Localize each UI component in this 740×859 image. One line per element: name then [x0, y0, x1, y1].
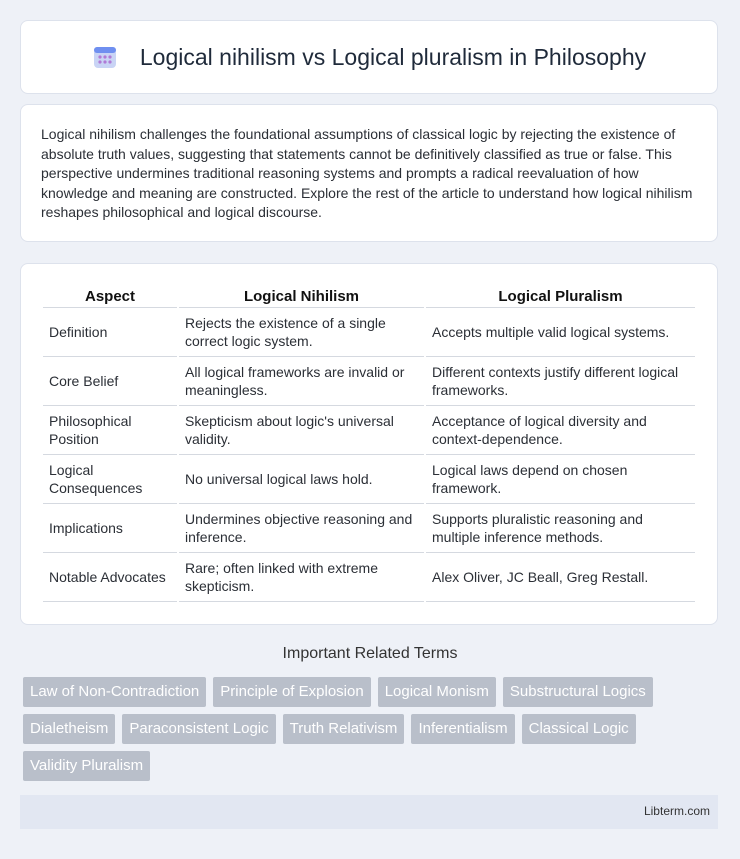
row-pluralism: Different contexts justify different logical frameworks. [426, 357, 695, 406]
row-aspect: Notable Advocates [43, 553, 177, 602]
row-pluralism: Accepts multiple valid logical systems. [426, 308, 695, 357]
table-header-row [43, 286, 695, 308]
row-nihilism: Rejects the existence of a single correct logic system. [179, 308, 424, 357]
row-pluralism: Acceptance of logical diversity and context-dependence. [426, 406, 695, 455]
tag-inferentialism[interactable]: Inferentialism [411, 714, 514, 744]
calendar-grid-icon [92, 44, 118, 70]
row-nihilism: Rare; often linked with extreme skepticism. [179, 553, 424, 602]
row-nihilism: No universal logical laws hold. [179, 455, 424, 504]
row-aspect: Implications [43, 504, 177, 553]
header-logical-pluralism: Logical Pluralism [426, 286, 695, 308]
intro-card [20, 104, 718, 242]
row-aspect: Logical Consequences [43, 455, 177, 504]
row-nihilism: Undermines objective reasoning and inference. [179, 504, 424, 553]
table-row [43, 406, 695, 455]
related-terms-list [23, 677, 723, 781]
table-row [43, 308, 695, 357]
row-pluralism: Supports pluralistic reasoning and multiple inference methods. [426, 504, 695, 553]
comparison-table-card [20, 263, 718, 625]
row-aspect: Definition [43, 308, 177, 357]
page-title: Logical nihilism vs Logical pluralism in Philosophy [139, 43, 647, 70]
tag-validity-pluralism[interactable]: Validity Pluralism [23, 751, 150, 781]
table-row [43, 357, 695, 406]
header-aspect: Aspect [43, 286, 177, 308]
row-aspect: Philosophical Position [43, 406, 177, 455]
table-row [43, 553, 695, 602]
row-aspect: Core Belief [43, 357, 177, 406]
row-nihilism: All logical frameworks are invalid or meaningless. [179, 357, 424, 406]
title-card [20, 20, 718, 94]
comparison-table [41, 286, 697, 602]
tag-classical-logic[interactable]: Classical Logic [522, 714, 636, 744]
table-row [43, 455, 695, 504]
tag-dialetheism[interactable]: Dialetheism [23, 714, 115, 744]
tag-substructural-logics[interactable]: Substructural Logics [503, 677, 653, 707]
footer [20, 795, 718, 829]
table-row [43, 504, 695, 553]
tag-paraconsistent-logic[interactable]: Paraconsistent Logic [122, 714, 275, 744]
related-terms-title: Important Related Terms [282, 645, 458, 662]
tag-truth-relativism[interactable]: Truth Relativism [283, 714, 405, 744]
tag-logical-monism[interactable]: Logical Monism [378, 677, 496, 707]
row-pluralism: Alex Oliver, JC Beall, Greg Restall. [426, 553, 695, 602]
row-nihilism: Skepticism about logic's universal validity. [179, 406, 424, 455]
header-logical-nihilism: Logical Nihilism [179, 286, 424, 308]
intro-paragraph: Logical nihilism challenges the foundational assumptions of classical logic by rejecting the existence of absolute truth values, suggesting that statements cannot be definitively classified as true or false. This perspective undermines traditional reasoning systems and prompts a radical reevaluation of how knowledge and meaning are constructed. Explore the rest of the article to understand how logical nihilism reshapes philosophical and logical discourse. [41, 126, 693, 221]
tag-law-of-non-contradiction[interactable]: Law of Non-Contradiction [23, 677, 206, 707]
footer-site-link[interactable]: Libterm.com [643, 804, 710, 818]
tag-principle-of-explosion[interactable]: Principle of Explosion [213, 677, 370, 707]
row-pluralism: Logical laws depend on chosen framework. [426, 455, 695, 504]
